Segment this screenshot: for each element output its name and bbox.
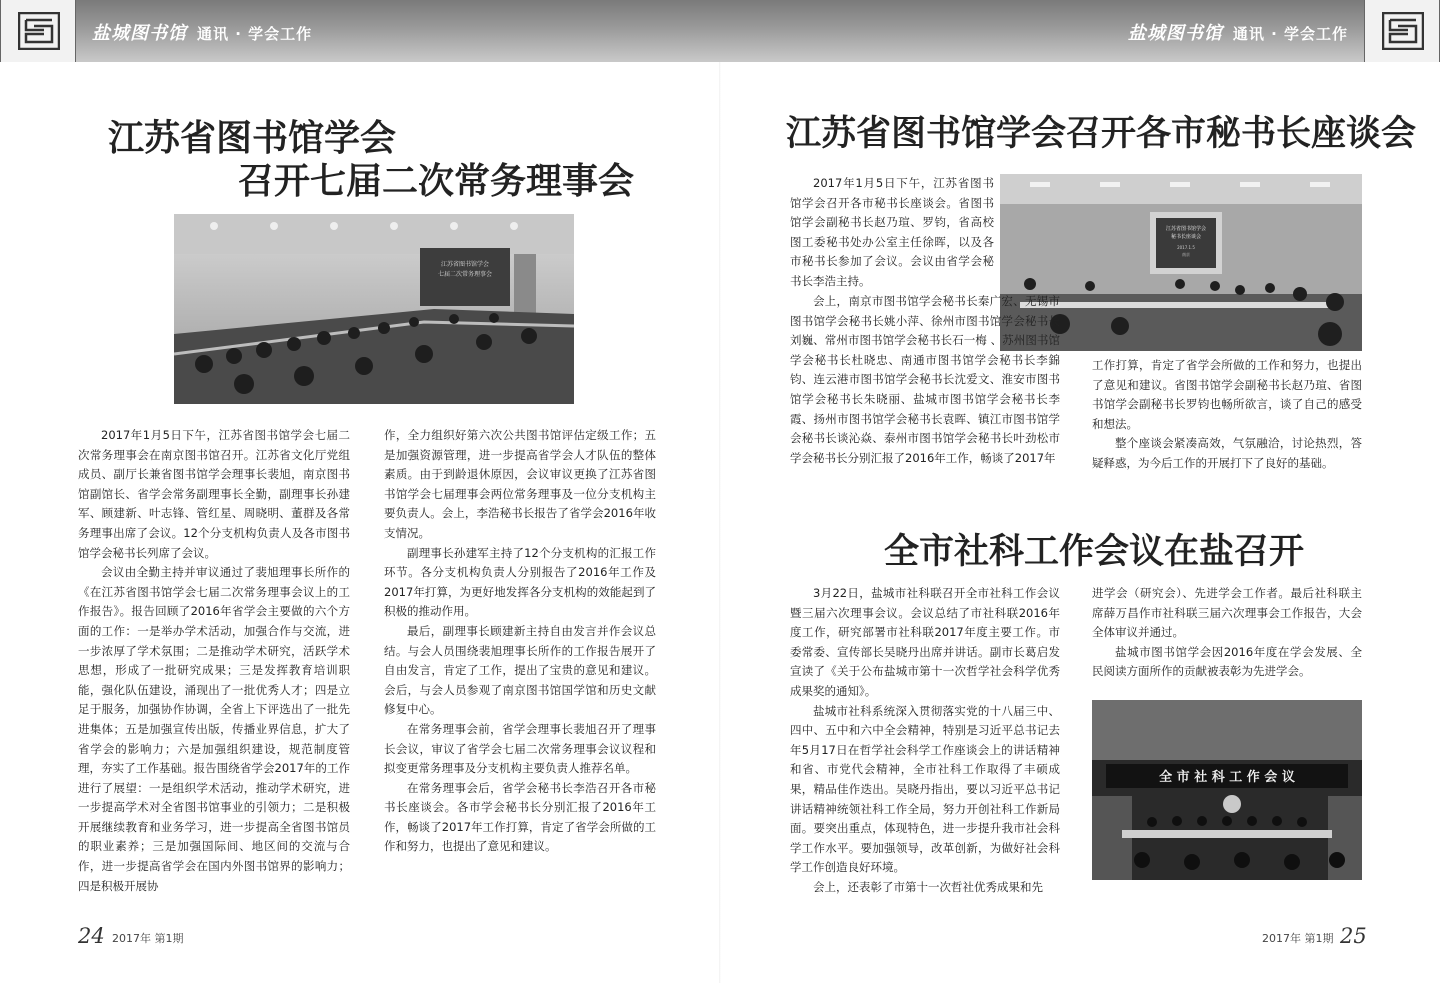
conference-column-a [790, 584, 1060, 898]
banner-text: 南京 [1182, 252, 1190, 257]
page-number-right: 25 [1340, 924, 1367, 948]
left-column-1 [78, 426, 350, 896]
page-number-left: 24 [78, 924, 105, 948]
paragraph: 会议由全勤主持并审议通过了裴旭理事长所作的《在江苏省图书馆学会七届二次常务理事会议上的工作报告》。报告回顾了2016年省学会主要做的六个方面的工作：一是举办学术活动，加强合作与交流，进一步浓厚了学术氛围；二是推动学术研究，活跃学术思想，形成了一批研究成果；三是发挥教育培训职能，强化队伍建设，涌现出了一批优秀人才；四是立足于服务，加强协作协调，全省上下评选出了一批先进集体；五是加强宣传出版，传播业界信息，扩大了省学会的影响力；六是加强组织建设，规范制度管理，夯实了工作基础。报告围绕省学会2017年的工作进行了展望：一是组织学术活动，推动学术研究，进一步提高学术对全省图书馆事业的引领力；二是积极开展继续教育和业务学习，进一步提高全省图书馆员的职业素养；三是加强国际间、地区间的交流与合作，进一步提高省学会在国内外图书馆界的影响力；四是积极开展协 [78, 565, 350, 893]
forum-column-b [790, 292, 1060, 468]
forum-column-c [1092, 356, 1362, 474]
paragraph: 在常务理事会后，省学会秘书长李浩召开各市秘书长座谈会。各市学会秘书长分别汇报了2016年工作，畅谈了2017年工作打算，肯定了省学会所做的工作和努力，也提出了意见和建议。 [384, 780, 656, 854]
issue-label-right: 2017年 第1期 [1262, 932, 1334, 945]
paragraph: 3月22日，盐城市社科联召开全市社科工作会议暨三届六次理事会议。会议总结了市社科联2016年度工作，研究部署市社科联2017年度主要工作。市委常委、宣传部长吴晓丹出席并讲话。副市长葛启发宣读了《关于公布盐城市第十一次哲学社会科学优秀成果奖的通知》。 [790, 586, 1060, 698]
article-title-forum: 江苏省图书馆学会召开各市秘书长座谈会 [786, 113, 1417, 154]
publication-name: 盐城图书馆 [92, 23, 187, 44]
paragraph: 2017年1月5日下午，江苏省图书馆学会召开各市秘书长座谈会。省图书馆学会副秘书长赵乃瑄、罗钧，省高校图工委秘书处办公室主任徐晖，以及各市秘书长参加了会议。会议由省学会秘书长李浩主持。 [790, 176, 994, 288]
section-name: 通讯 · 学会工作 [1232, 25, 1348, 43]
banner-text: 江苏省图书馆学会 [440, 261, 490, 268]
paragraph: 副理事长孙建军主持了12个分支机构的汇报工作环节。各分支机构负责人分别报告了2016年工作及2017年打算，为更好地发挥各分支机构的效能起到了积极的推动作用。 [384, 545, 656, 619]
library-logo-icon [1382, 12, 1424, 50]
paragraph: 会上，还表彰了市第十一次哲社优秀成果和先 [813, 879, 1043, 894]
paragraph: 在常务理事会前，省学会理事长裴旭召开了理事长会议，审议了省学会七届二次常务理事会议议程和拟变更常务理事及分支机构主要负责人推荐名单。 [384, 721, 656, 776]
issue-label-left: 2017年 第1期 [112, 932, 184, 945]
paragraph: 盐城市社科系统深入贯彻落实党的十八届三中、四中、五中和六中全会精神，特别是习近平总书记去年5月17日在哲学社会科学工作座谈会上的讲话精神和省、市党代会精神，全市社科工作取得了丰硕成果，精品佳作迭出。吴晓丹指出，要以习近平总书记讲话精神统领社科工作全局，努力开创社科工作新局面。要突出重点，体现特色，进一步提升我市社会科学工作水平。要加强领导，改革创新，为做好社会科学工作创造良好环境。 [790, 703, 1060, 875]
header-logo-left [0, 0, 76, 62]
paragraph: 会上，南京市图书馆学会秘书长秦广宏、无锡市图书馆学会秘书长姚小萍、徐州市图书馆学会秘书长刘巍、常州市图书馆学会秘书长石一梅 、苏州图书馆学会秘书长杜晓忠、南通市图书馆学会秘书长李錦钧、连云港市图书馆学会秘书长沈爱文、淮安市图书馆学会秘书长朱晓丽、盐城市图书馆学会秘书长李霞、扬州市图书馆学会秘书长袁晖、镇江市图书馆学会秘书长谈沁焱、泰州市图书馆学会秘书长叶劲松市学会秘书长分别汇报了2016年工作，畅谈了2017年 [790, 294, 1060, 465]
banner-text: 江苏省图书馆学会 [1165, 226, 1207, 232]
emblem-icon [1223, 795, 1241, 813]
banner-text: 七届二次常务理事会 [437, 271, 493, 278]
paragraph: 整个座谈会紧凑高效，气氛融洽，讨论热烈，答疑释惑，为今后工作的开展打下了良好的基础。 [1092, 436, 1362, 470]
conference-photo [1092, 700, 1362, 880]
banner-text: 秘书长座谈会 [1170, 234, 1202, 240]
header-logo-right [1364, 0, 1440, 62]
paragraph: 工作打算，肯定了省学会所做的工作和努力，也提出了意见和建议。省图书馆学会副秘书长赵乃瑄、省图书馆学会副秘书长罗钧也畅所欲言，谈了自己的感受和想法。 [1092, 358, 1362, 431]
header-title-right [1128, 19, 1348, 45]
article-title-line1: 江苏省图书馆学会 [108, 117, 397, 159]
header-title-left [92, 19, 312, 45]
article-title-line2: 召开七届二次常务理事会 [238, 160, 635, 202]
section-name: 通讯 · 学会工作 [197, 25, 313, 43]
forum-column-a [790, 174, 994, 292]
meeting-photo [174, 214, 574, 404]
conference-column-b [1092, 584, 1362, 682]
paragraph: 最后，副理事长顾建新主持自由发言并作会议总结。与会人员围绕裴旭理事长所作的工作报告展开了自由发言，肯定了工作，提出了宝贵的意见和建议。会后，与会人员参观了南京图书馆国学馆和历史文献修复中心。 [384, 623, 656, 717]
library-logo-icon [18, 12, 60, 50]
banner-text: 2017.1.5 [1177, 245, 1195, 250]
publication-name: 盐城图书馆 [1127, 23, 1223, 44]
paragraph: 2017年1月5日下午，江苏省图书馆学会七届二次常务理事会在南京图书馆召开。江苏省文化厅党组成员、副厅长兼省图书馆学会理事长裴旭，南京图书馆副馆长、省学会常务副理事长全勤，副理事长孙建军、顾建新、叶志锋、管红星、周晓明、董群及各常务理事出席了会议。12个分支机构负责人及各市图书馆学会秘书长列席了会议。 [78, 428, 350, 560]
left-column-2 [384, 426, 656, 857]
paragraph: 进学会（研究会）、先进学会工作者。最后社科联主席薛万昌作市社科联三届六次理事会工作报告，大会全体审议并通过。 [1092, 586, 1362, 640]
banner-text: 全 市 社 科 工 作 会 议 [1159, 770, 1295, 785]
page-gutter [719, 62, 721, 983]
article-title-conference: 全市社科工作会议在盐召开 [884, 531, 1305, 572]
paragraph: 作，全力组织好第六次公共图书馆评估定级工作；五是加强资源管理，进一步提高省学会人才队伍的整体素质。由于到龄退休原因，会议审议更换了江苏省图书馆学会七届理事会两位常务理事及一位分支机构主要负责人。会上，李浩秘书长报告了省学会2016年收支情况。 [384, 428, 656, 540]
paragraph: 盐城市图书馆学会因2016年度在学会发展、全民阅读方面所作的贡献被表彰为先进学会。 [1092, 644, 1362, 679]
